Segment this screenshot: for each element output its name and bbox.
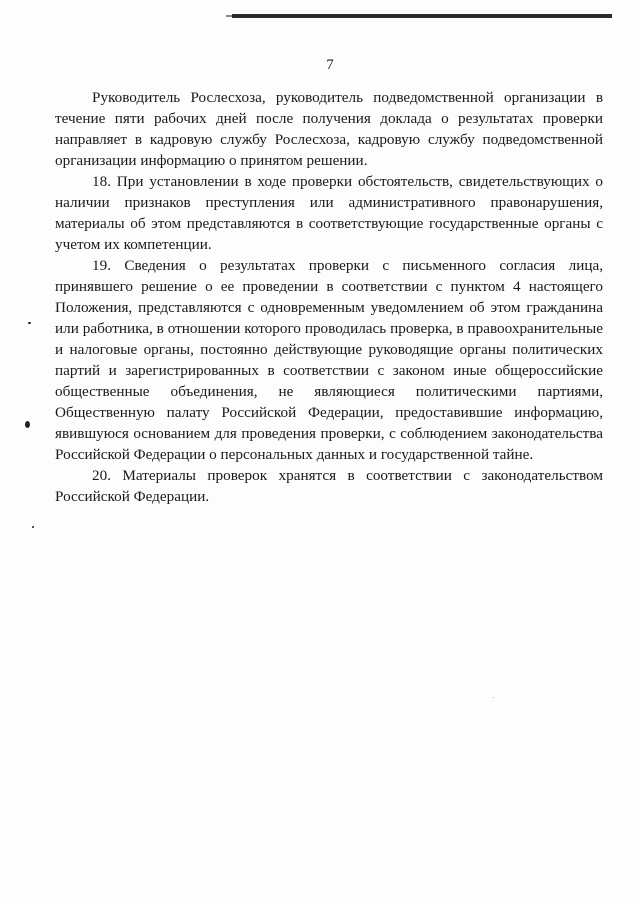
scan-speck-1 <box>28 322 31 324</box>
scan-speck-4 <box>493 697 494 698</box>
paragraph-20: 20. Материалы проверок хранятся в соответствии с законодательством Российской Федерации. <box>55 467 603 505</box>
document-body <box>55 87 603 507</box>
scan-speck-3 <box>32 526 34 528</box>
scan-speck-2 <box>25 421 30 428</box>
paragraph-18: 18. При установлении в ходе проверки обстоятельств, свидетельствующих о наличии признаков преступления или административного правонарушения, материалы об этом представляются в соответствующие государственные органы с учетом их компетенции. <box>55 173 603 253</box>
paragraph-director-decision: Руководитель Рослесхоза, руководитель подведомственной организации в течение пяти рабочих дней после получения доклада о результатах проверки направляет в кадровую службу Рослесхоза, кадровую службу подведомственной организации информацию о принятом решении. <box>55 89 603 169</box>
scan-artifact-line <box>232 14 612 18</box>
page-number: 7 <box>326 57 334 73</box>
paragraph-19: 19. Сведения о результатах проверки с письменного согласия лица, принявшего решение о ее проведении в соответствии с пунктом 4 настоящего Положения, представляются с одновременным уведомлением об этом гражданина или работника, в отношении которого проводилась проверка, в правоохранительные и налоговые органы, постоянно действующие руководящие органы политических партий и зарегистрированных в соответствии с законом иные общероссийские общественные объединения, не являющиеся политическими партиями, Общественную палату Российской Федерации, предоставившие информацию, явившуюся основанием для проведения проверки, с соблюдением законодательства Российской Федерации о персональных данных и государственной тайне. <box>55 257 603 463</box>
